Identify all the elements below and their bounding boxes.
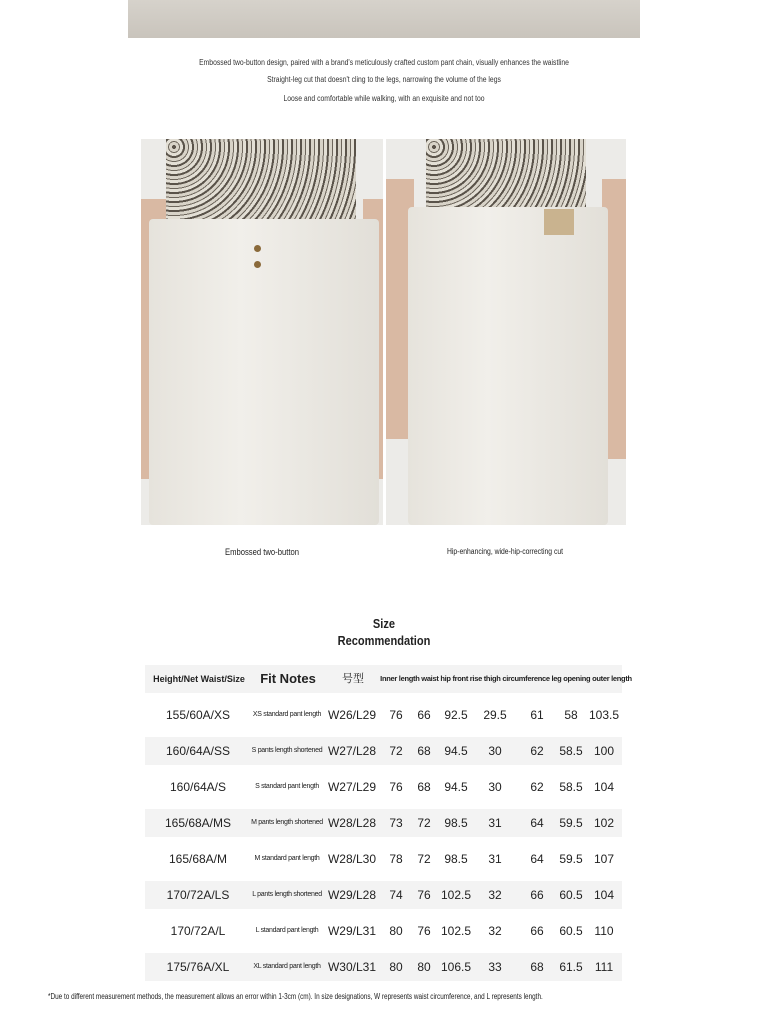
table-cell: M pants length shortened [251, 819, 323, 826]
table-cell: 72 [417, 852, 431, 866]
table-cell: 73 [389, 816, 403, 830]
table-cell: 61.5 [559, 960, 583, 974]
table-row [145, 773, 622, 801]
table-cell: 102.5 [440, 888, 472, 902]
table-cell: 59.5 [559, 816, 583, 830]
top-product-photo [128, 0, 640, 38]
table-cell: 107 [593, 852, 615, 866]
table-cell: 64 [530, 816, 544, 830]
table-row [145, 881, 622, 909]
header-fit: Fit Notes [260, 671, 316, 686]
table-cell: 62 [530, 744, 544, 758]
table-cell: S standard pant length [255, 783, 319, 790]
table-cell: 78 [389, 852, 403, 866]
table-cell: 32 [488, 924, 502, 938]
header-measurements: Inner length waist hip front rise thigh circumference leg opening outer length [380, 674, 632, 683]
table-header [145, 665, 632, 693]
table-cell: 80 [389, 960, 403, 974]
table-cell: M standard pant length [254, 855, 320, 862]
table-cell: 94.5 [444, 744, 468, 758]
table-cell: 60.5 [559, 888, 583, 902]
table-cell: 31 [488, 816, 502, 830]
table-cell: 66 [417, 708, 431, 722]
table-cell: W29/L31 [327, 924, 377, 938]
table-cell: 62 [530, 780, 544, 794]
table-cell: 160/64A/SS [165, 744, 231, 758]
table-cell: W30/L31 [327, 960, 377, 974]
size-title: Size [372, 616, 396, 631]
description-line: Straight-leg cut that doesn't cling to the legs, narrowing the volume of the legs [267, 75, 501, 84]
table-cell: 72 [389, 744, 403, 758]
table-cell: XL standard pant length [253, 963, 321, 970]
table-cell: 104 [593, 780, 615, 794]
table-cell: 170/72A/L [170, 924, 226, 938]
table-cell: 58 [564, 708, 578, 722]
table-cell: L standard pant length [255, 927, 319, 934]
table-cell: 61 [530, 708, 544, 722]
table-cell: 60.5 [559, 924, 583, 938]
table-cell: 66 [530, 924, 544, 938]
header-code: 号型 [342, 673, 364, 685]
table-cell: 59.5 [559, 852, 583, 866]
table-cell: 94.5 [444, 780, 468, 794]
front-caption: Embossed two-button [224, 547, 299, 557]
table-cell: 80 [389, 924, 403, 938]
table-cell: 76 [417, 888, 431, 902]
table-cell: 104 [593, 888, 615, 902]
table-cell: S pants length shortened [251, 747, 323, 754]
table-cell: 106.5 [440, 960, 472, 974]
table-cell: XS standard pant length [252, 711, 322, 718]
table-cell: 165/68A/M [168, 852, 228, 866]
footnote: *Due to different measurement methods, the measurement allows an error within 1-3cm (cm). In size designations, W represents waist circumference, and L represents length. [48, 992, 543, 1001]
table-cell: 64 [530, 852, 544, 866]
table-cell: W27/L29 [327, 780, 377, 794]
table-cell: W29/L28 [327, 888, 377, 902]
front-view-photo [141, 139, 383, 525]
back-caption: Hip-enhancing, wide-hip-correcting cut [446, 547, 564, 556]
table-cell: 170/72A/LS [166, 888, 230, 902]
description-line: Embossed two-button design, paired with a brand's meticulously crafted custom pant chain, visually enhances the waistline [199, 58, 569, 67]
table-cell: 32 [488, 888, 502, 902]
table-row [145, 737, 622, 765]
table-cell: 74 [389, 888, 403, 902]
header-size: Height/Net Waist/Size [153, 674, 245, 684]
table-cell: 102.5 [440, 924, 472, 938]
table-cell: 100 [593, 744, 615, 758]
table-cell: 33 [488, 960, 502, 974]
table-row [145, 953, 622, 981]
table-cell: 68 [417, 744, 431, 758]
table-cell: 98.5 [444, 852, 468, 866]
table-cell: 72 [417, 816, 431, 830]
table-cell: 68 [417, 780, 431, 794]
back-view-photo [386, 139, 626, 525]
table-row [145, 809, 622, 837]
table-cell: 31 [488, 852, 502, 866]
table-cell: W27/L28 [327, 744, 377, 758]
table-cell: 29.5 [483, 708, 507, 722]
table-cell: 76 [389, 708, 403, 722]
table-cell: 98.5 [444, 816, 468, 830]
table-cell: L pants length shortened [252, 891, 322, 898]
table-cell: 92.5 [444, 708, 468, 722]
description-line: Loose and comfortable while walking, with an exquisite and not too [283, 94, 485, 103]
table-cell: 58.5 [559, 744, 583, 758]
table-cell: 160/64A/S [169, 780, 227, 794]
table-cell: 66 [530, 888, 544, 902]
table-cell: 155/60A/XS [165, 708, 231, 722]
table-cell: 165/68A/MS [164, 816, 232, 830]
table-row [145, 917, 622, 945]
table-row [145, 845, 622, 873]
table-cell: 102 [593, 816, 615, 830]
table-cell: 30 [488, 780, 502, 794]
table-cell: 110 [594, 924, 614, 938]
table-cell: 58.5 [559, 780, 583, 794]
table-cell: W26/L29 [327, 708, 377, 722]
table-row [145, 701, 622, 729]
table-cell: 175/76A/XL [166, 960, 230, 974]
table-cell: 111 [594, 960, 614, 974]
table-cell: 76 [417, 924, 431, 938]
table-cell: 30 [488, 744, 502, 758]
table-cell: 80 [417, 960, 431, 974]
table-cell: W28/L28 [327, 816, 377, 830]
table-cell: 68 [530, 960, 544, 974]
size-title: Recommendation [337, 633, 431, 648]
table-cell: 76 [389, 780, 403, 794]
table-cell: W28/L30 [327, 852, 377, 866]
table-cell: 103.5 [588, 708, 620, 722]
